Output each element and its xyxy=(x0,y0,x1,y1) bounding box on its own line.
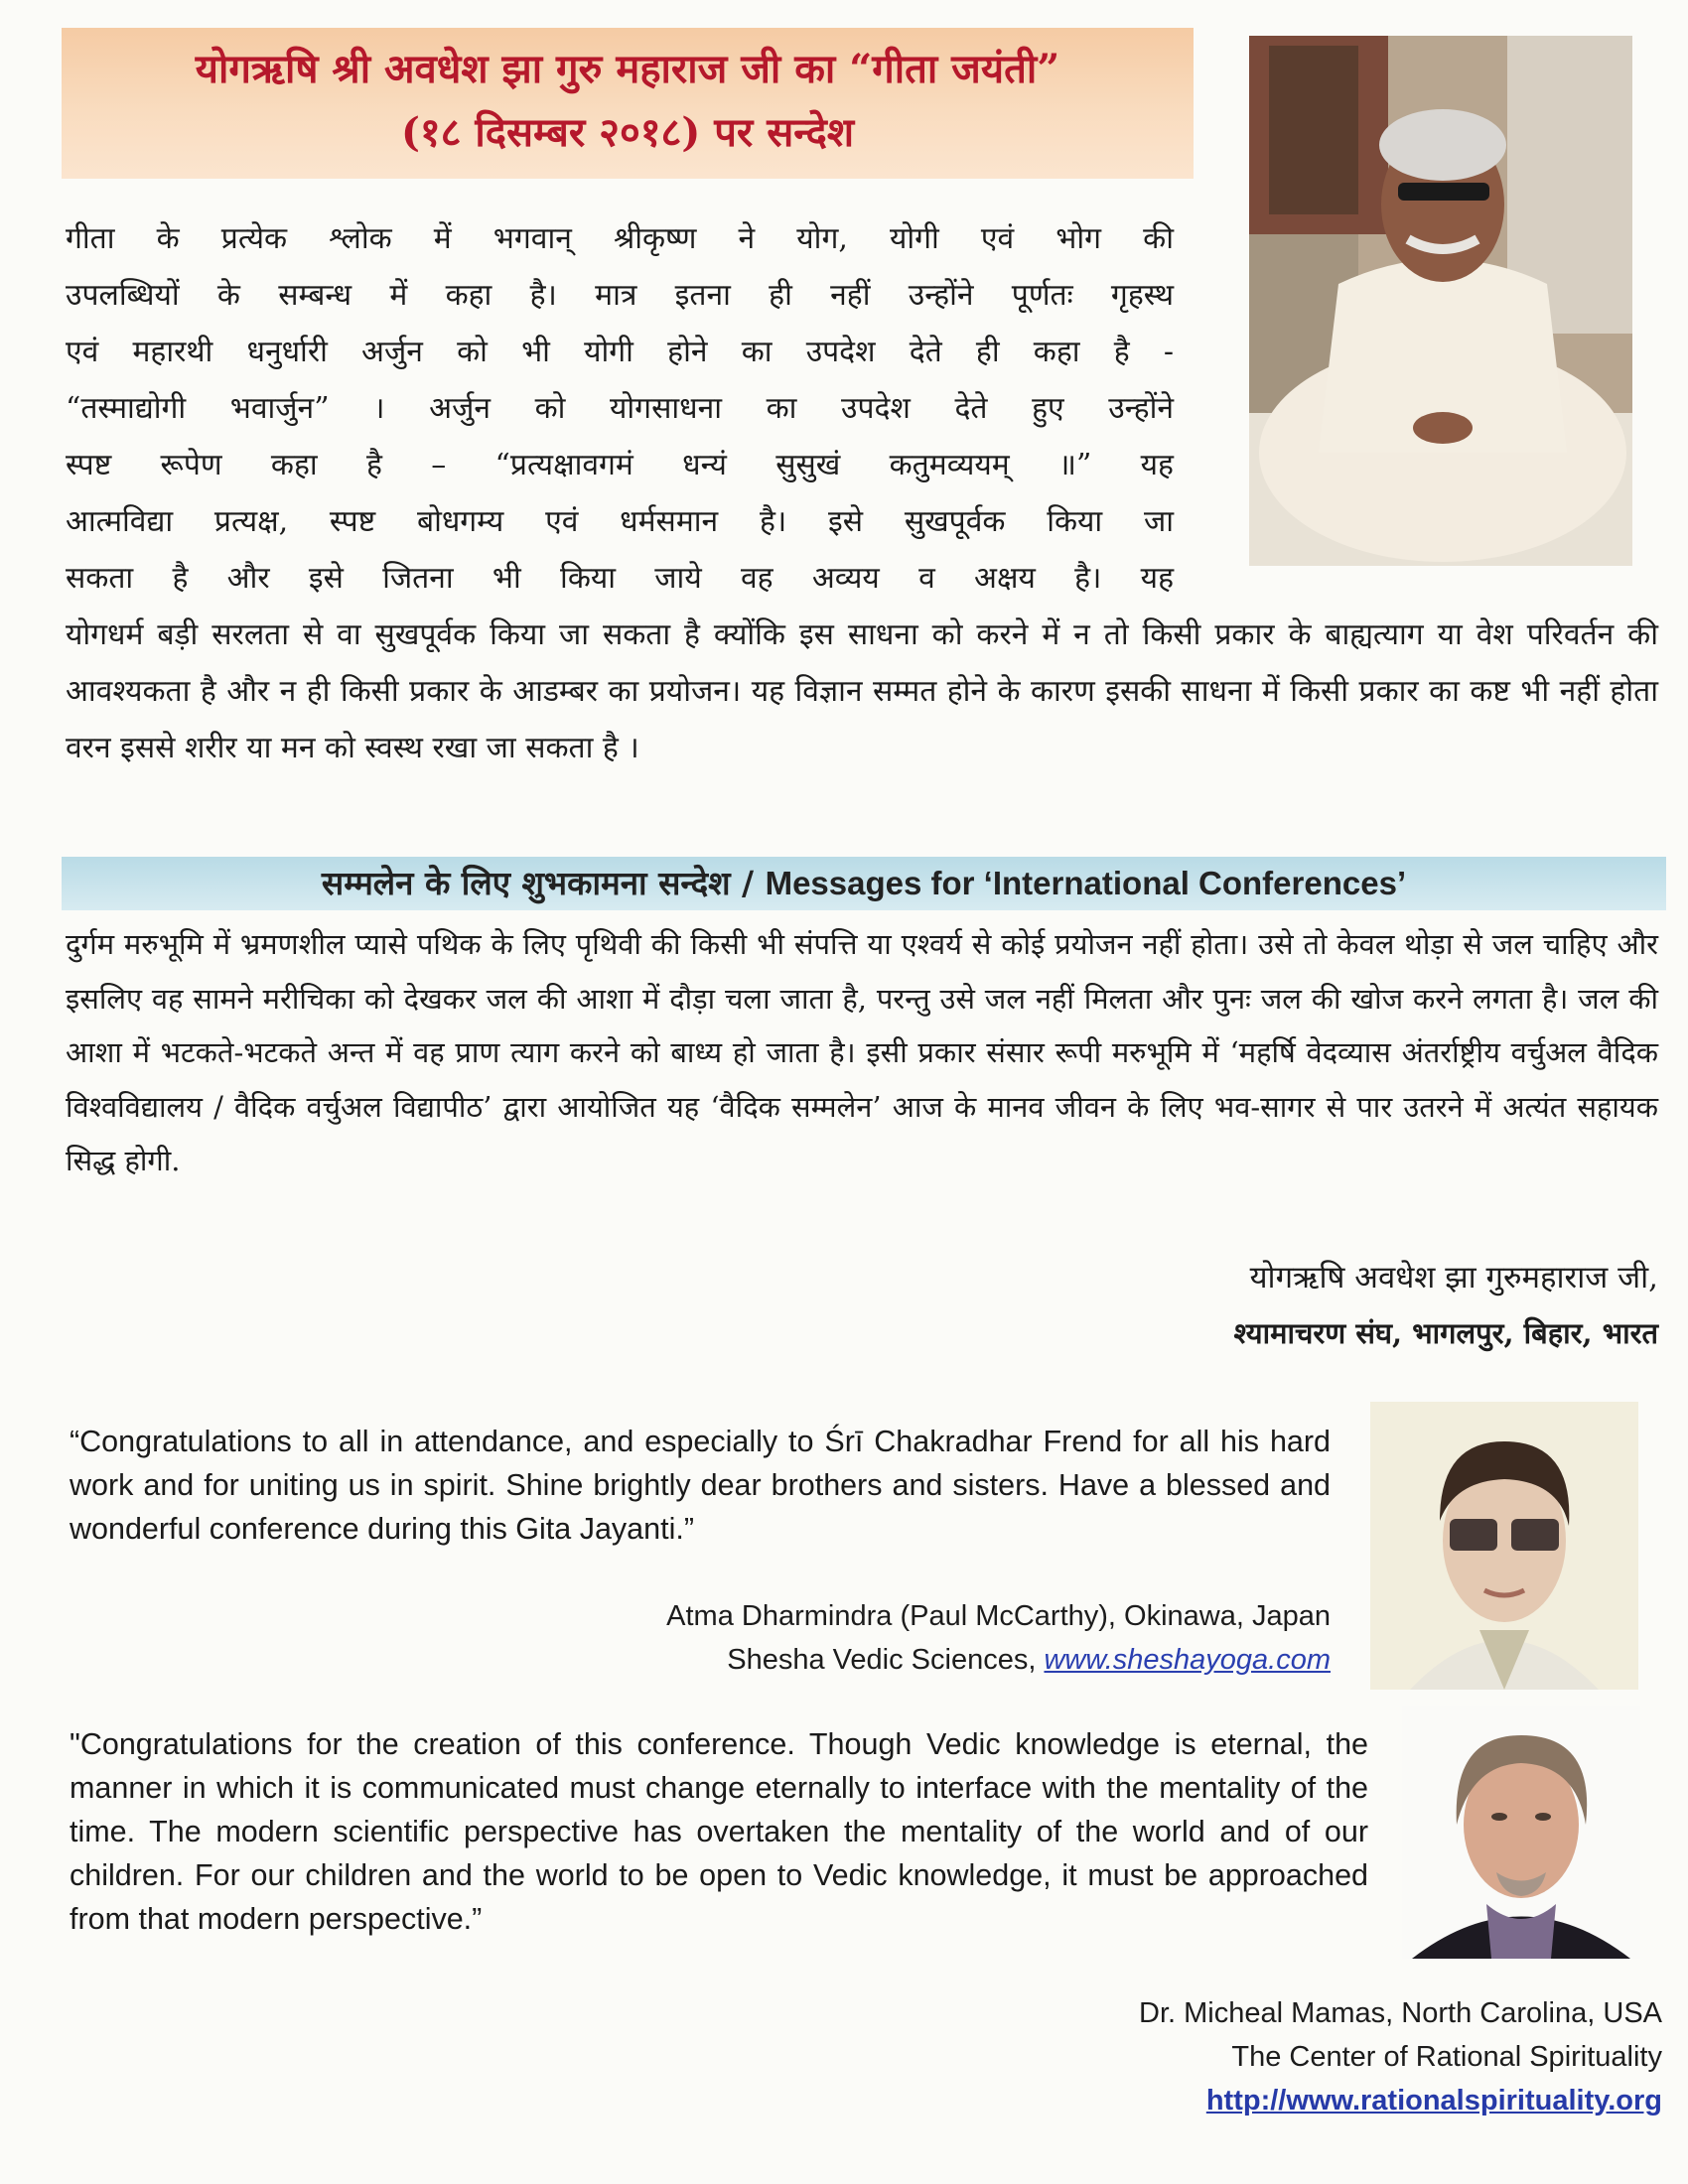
quote-1-attribution xyxy=(666,1594,1331,1682)
signature-place: श्यामाचरण संघ, भागलपुर, बिहार, भारत xyxy=(1233,1316,1658,1350)
article-line: गीता के प्रत्येक श्लोक में भगवान् श्रीकृष्ण ने योग, योगी एवं भोग की xyxy=(66,221,1174,256)
quote-2-link[interactable]: http://www.rationalspirituality.org xyxy=(1205,2085,1662,2116)
signature-name: योगऋषि अवधेश झा गुरुमहाराज जी, xyxy=(1249,1260,1658,1296)
title-line-2: (१८ दिसम्बर २०१८) पर सन्देश xyxy=(400,109,855,156)
guru-photo xyxy=(1249,36,1632,566)
quote-1-text: “Congratulations to all in attendance, and especially to Śrī Chakradhar Frend for all his hard work and for uniting us in spirit. Shine brightly dear brothers and sisters. Have a blessed and wonderful conference during this Gita Jayanti.” xyxy=(70,1425,1331,1546)
quote-1-org-name: Shesha Vedic Sciences, xyxy=(727,1644,1045,1676)
messages-heading xyxy=(62,857,1666,910)
quote-1-link[interactable]: www.sheshayoga.com xyxy=(1044,1644,1331,1676)
quote-2-org: The Center of Rational Spirituality xyxy=(1231,2041,1662,2073)
article-line: सकता है और इसे जितना भी किया जाये वह अव्यय व अक्षय है। यह xyxy=(66,561,1174,596)
title-banner xyxy=(62,28,1194,179)
quote-1-author: Atma Dharmindra (Paul McCarthy), Okinawa, Japan xyxy=(666,1600,1331,1632)
mamas-photo xyxy=(1402,1706,1640,1959)
article-line: “तस्माद्योगी भवार्जुन” । अर्जुन को योगसाधना का उपदेश देते हुए उन्होंने xyxy=(66,391,1174,426)
article-continuation: योगधर्म बड़ी सरलता से वा सुखपूर्वक किया जा सकता है क्योंकि इस साधना को करने में न तो किसी प्रकार के बाह्यत्याग या वेश परिवर्तन की आवश्यकता है और न ही किसी प्रकार के आडम्बर का प्रयोजन। यह विज्ञान सम्मत होने के कारण इसकी साधना में किसी प्रकार का कष्ट भी नहीं होता वरन इससे शरीर या मन को स्वस्थ रखा जा सकता है । xyxy=(66,617,1658,765)
article-line: स्पष्ट रूपेण कहा है – “प्रत्यक्षावगमं धन्यं सुसुखं कतुमव्ययम् ॥” यह xyxy=(66,448,1174,482)
quote-2-text: "Congratulations for the creation of this conference. Though Vedic knowledge is eternal, the manner in which it is communicated must change eternally to interface with the mentality of the time. The modern scientific perspective has overtaken the mentality of the world and of our children. For our children and the world to be open to Vedic knowledge, it must be approached from that modern perspective.” xyxy=(70,1727,1368,1936)
message-paragraph: दुर्गम मरुभूमि में भ्रमणशील प्यासे पथिक के लिए पृथिवी की किसी भी संपत्ति या एश्वर्य से कोई प्रयोजन नहीं होता। उसे तो केवल थोड़ा से जल चाहिए और इसलिए वह सामने मरीचिका को देखकर जल की आशा में दौड़ा चला जाता है, परन्तु उसे जल नहीं मिलता और पुनः जल की खोज करने लगता है। जल की आशा में भटकते-भटकते अन्त में वह प्राण त्याग करने को बाध्य हो जाता है। इसी प्रकार संसार रूपी मरुभूमि में ‘महर्षि वेदव्यास अंतर्राष्ट्रीय वर्चुअल वैदिक विश्वविद्यालय / वैदिक वर्चुअल विद्यापीठ’ द्वारा आयोजित यह ‘वैदिक सम्मलेन’ आज के मानव जीवन के लिए भव-सागर से पार उतरने में अत्यंत सहायक सिद्ध होगी. xyxy=(66,927,1658,1177)
title-line-1: योगऋषि श्री अवधेश झा गुरु महाराज जी का “गीता जयंती” xyxy=(195,46,1060,92)
messages-heading-english: Messages for ‘International Conferences’ xyxy=(765,865,1407,901)
article-line: उपलब्धियों के सम्बन्ध में कहा है। मात्र इतना ही नहीं उन्होंने पूर्णतः गृहस्थ xyxy=(66,278,1174,313)
article-line: आत्मविद्या प्रत्यक्ष, स्पष्ट बोधगम्य एवं धर्मसमान है। इसे सुखपूर्वक किया जा xyxy=(66,504,1174,539)
article-line: एवं महारथी धनुर्धारी अर्जुन को भी योगी होने का उपदेश देते ही कहा है - xyxy=(66,335,1174,369)
quote-2-author: Dr. Micheal Mamas, North Carolina, USA xyxy=(1139,1997,1662,2029)
quote-1-org xyxy=(666,1638,1331,1682)
mccarthy-photo xyxy=(1370,1402,1638,1690)
messages-heading-hindi: सम्मलेन के लिए शुभकामना सन्देश / xyxy=(321,864,766,902)
quote-2-attribution xyxy=(1139,1991,1662,2122)
article-paragraph xyxy=(66,210,1658,776)
